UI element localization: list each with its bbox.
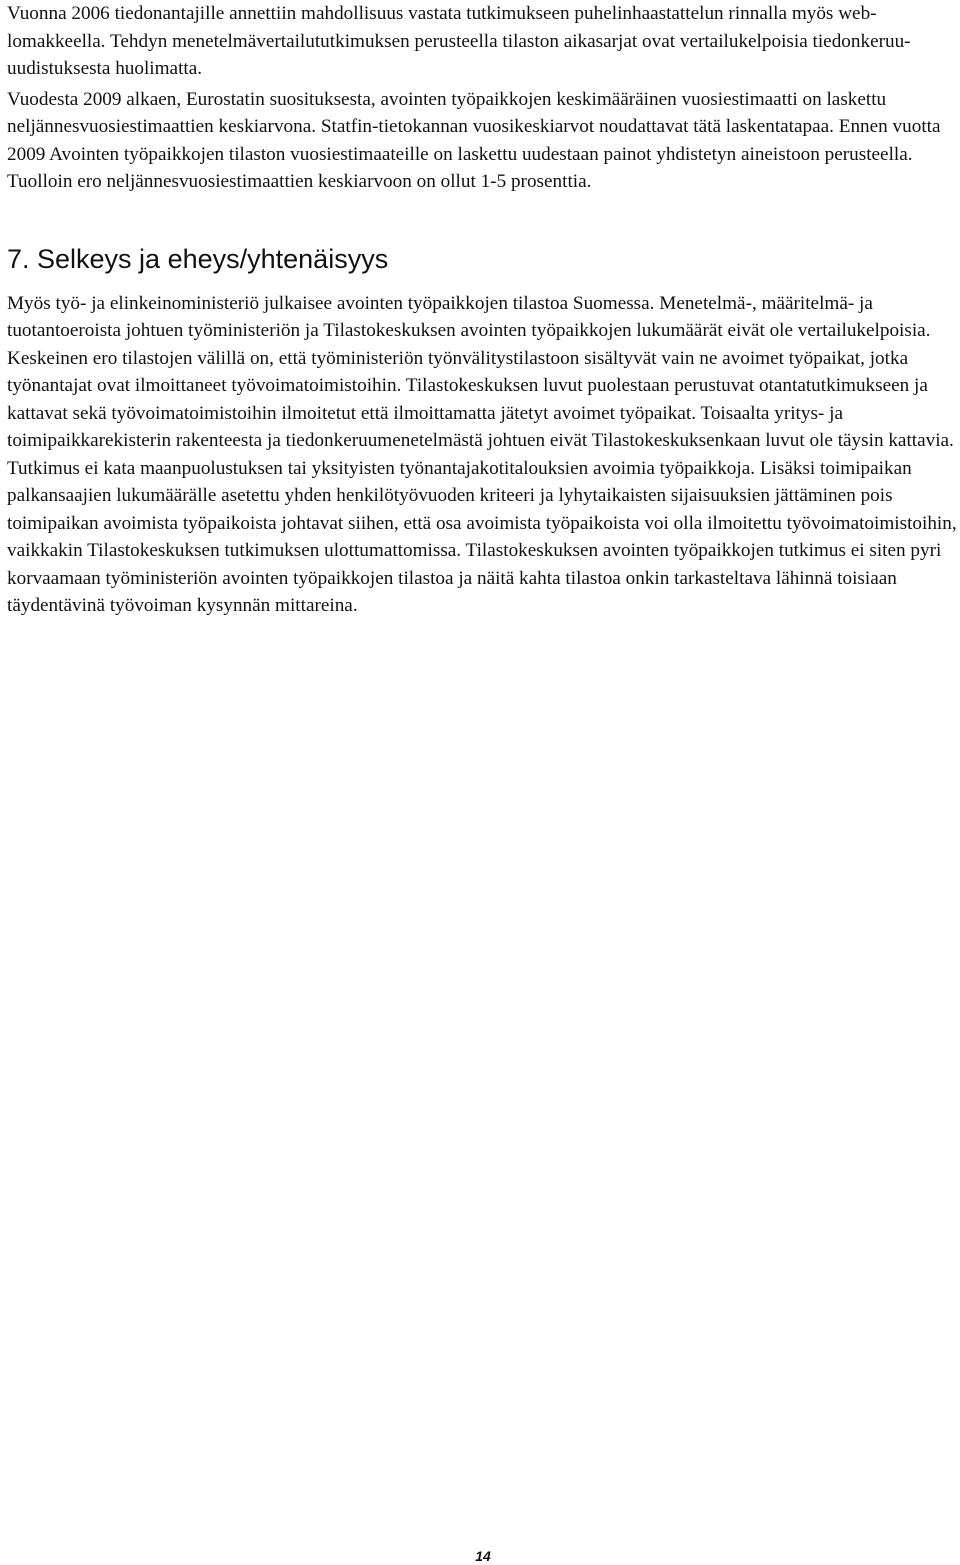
- paragraph-annual-estimate: Vuodesta 2009 alkaen, Eurostatin suosituksesta, avointen työpaikkojen keskimääräinen vuosiestimaatti on laskettu neljännesvuosiestimaattien keskiarvona. Statfin-tietokannan vuosikeskiarvot noudattavat tätä laskentatapaa. Ennen vuotta 2009 Avointen työpaikkojen tilaston vuosiestimaateille on laskettu uudestaan painot yhdistetyn aineistoon perusteella. Tuolloin ero neljännesvuosiestimaattien keskiarvoon on ollut 1-5 prosenttia.: [7, 88, 941, 192]
- document-page: [7, 0, 957, 620]
- paragraph-web-form: Vuonna 2006 tiedonantajille annettiin mahdollisuus vastata tutkimukseen puhelinhaastattelun rinnalla myös web-lomakkeella. Tehdyn menetelmävertailututkimuksen perusteella tilaston aikasarjat ovat vertailukelpoisia tiedonkeruu-uudistuksesta huolimatta.: [7, 3, 911, 79]
- page-number: 14: [475, 1548, 491, 1564]
- section-heading: 7. Selkeys ja eheys/yhtenäisyys: [7, 243, 389, 274]
- paragraph-clarity-coherence: Myös työ- ja elinkeinoministeriö julkaisee avointen työpaikkojen tilastoa Suomessa. Menetelmä-, määritelmä- ja tuotantoeroista johtuen työministeriön ja Tilastokeskuksen avointen työpaikkojen lukumäärät eivät ole vertailukelpoisia. Keskeinen ero tilastojen välillä on, että työministeriön työnvälitystilastoon sisältyvät vain ne avoimet työpaikat, jotka työnantajat ovat ilmoittaneet työvoimatoimistoihin. Tilastokeskuksen luvut puolestaan perustuvat otantatutkimukseen ja kattavat sekä työvoimatoimistoihin ilmoitetut että ilmoittamatta jätetyt avoimet työpaikat. Toisaalta yritys- ja toimipaikkarekisterin rakenteesta ja tiedonkeruumenetelmästä johtuen eivät Tilastokeskuksenkaan luvut ole täysin kattavia. Tutkimus ei kata maanpuolustuksen tai yksityisten työnantajakotitalouksien avoimia työpaikkoja. Lisäksi toimipaikan palkansaajien lukumäärälle asetettu yhden henkilötyövuoden kriteeri ja lyhytaikaisten sijaisuuksien jättäminen pois toimipaikan avoimista työpaikoista johtavat siihen, että osa avoimista työpaikoista voi olla ilmoitettu työvoimatoimistoihin, vaikkakin Tilastokeskuksen tutkimuksen ulottumattomissa. Tilastokeskuksen avointen työpaikkojen tutkimus ei siten pyri korvaamaan työministeriön avointen työpaikkojen tilastoa ja näitä kahta tilastoa onkin tarkasteltava lähinnä toisiaan täydentävinä työvoiman kysynnän mittareina.: [7, 292, 957, 616]
